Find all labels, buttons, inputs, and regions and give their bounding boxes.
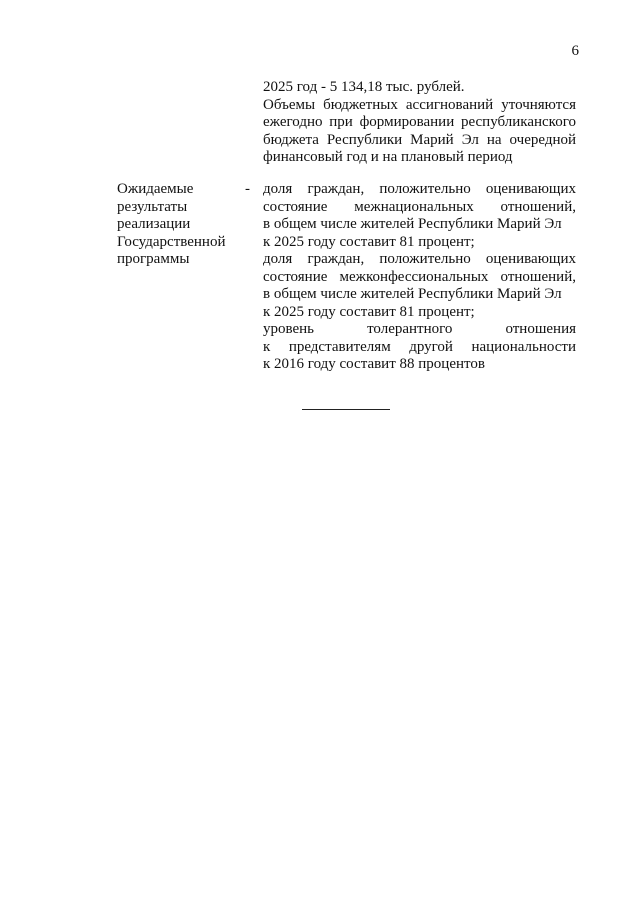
label-line: реализации <box>117 216 191 232</box>
word: уровень <box>263 321 315 337</box>
word: положительно <box>379 251 471 267</box>
label-line: программы <box>117 251 190 267</box>
label-line: Ожидаемые <box>117 181 194 197</box>
result-1-line-4: к 2025 году составит 81 процент; <box>263 233 475 250</box>
result-1-line-1 <box>263 181 576 199</box>
word: граждан, <box>307 181 365 197</box>
word: граждан, <box>307 251 365 267</box>
label-line: Государственной <box>117 233 226 250</box>
word: к <box>263 338 271 355</box>
label-dash: - <box>245 181 250 197</box>
label-line: результаты <box>117 198 188 215</box>
funding-note: Объемы бюджетных ассигнований уточняются ежегодно при формировании республиканского бюджета Республики Марий Эл на очередной финансовый год и на плановый период <box>263 96 576 165</box>
word: другой <box>409 338 453 355</box>
word: толерантного <box>367 321 453 337</box>
word: отношения <box>505 321 576 337</box>
result-1-line-2 <box>263 199 576 217</box>
word: состояние <box>263 268 328 285</box>
word: национальности <box>471 338 576 355</box>
word: положительно <box>379 181 471 197</box>
result-2-line-4: к 2025 году составит 81 процент; <box>263 303 475 320</box>
funding-continuation <box>263 79 576 167</box>
word: доля <box>263 181 293 197</box>
result-2-line-2 <box>263 269 576 287</box>
result-2-line-3: в общем числе жителей Республики Марий Эл <box>263 286 562 302</box>
result-3-line-1 <box>263 321 576 339</box>
end-separator-rule <box>302 409 390 410</box>
result-1-line-3: в общем числе жителей Республики Марий Эл <box>263 216 562 232</box>
word: доля <box>263 251 293 267</box>
result-2-line-1 <box>263 251 576 269</box>
word: представителям <box>288 338 391 355</box>
funding-year-line: 2025 год - 5 134,18 тыс. рублей. <box>263 79 465 95</box>
result-3-line-3: к 2016 году составит 88 процентов <box>263 356 485 372</box>
expected-results-label <box>117 181 237 269</box>
word: отношений, <box>500 268 576 285</box>
expected-results-text <box>263 181 576 374</box>
result-3-line-2 <box>263 339 576 357</box>
page-number: 6 <box>571 43 579 59</box>
word: межконфессиональных <box>339 268 489 285</box>
word: состояние <box>263 198 328 215</box>
word: межнациональных <box>354 198 474 215</box>
word: оценивающих <box>485 181 576 197</box>
word: оценивающих <box>485 251 576 267</box>
word: отношений, <box>500 198 576 215</box>
